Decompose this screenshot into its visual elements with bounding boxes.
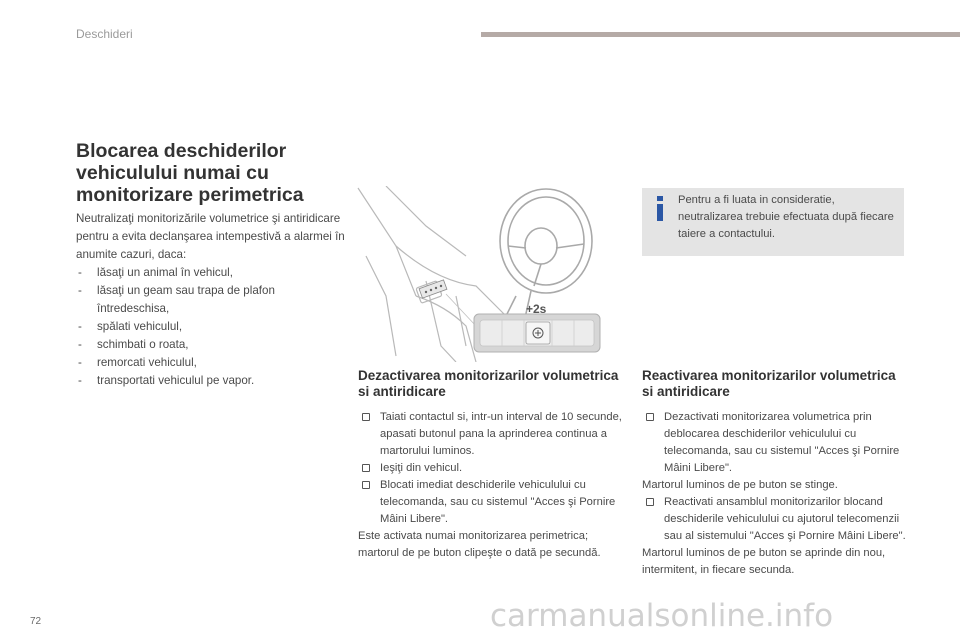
deactivate-section	[358, 368, 628, 562]
reactivate-title: Reactivarea monitorizarilor volumetrica si antiridicare	[642, 368, 896, 399]
info-text: Pentru a fi luata in consideratie, neutralizarea trebuie efectuata după fiecare taiere a contactului.	[678, 194, 894, 240]
header-divider-bar	[481, 32, 960, 37]
watermark-logo: carmanualsonline.info	[490, 598, 834, 634]
reactivate-note: Martorul luminos de pe buton se stinge.	[642, 479, 838, 491]
step-item: Reactivati ansamblul monitorizarilor blocand deschiderile vehiculului cu ajutorul telecomenzii sau al sistemului "Acces şi Pornire Mâini Libere".	[642, 494, 910, 545]
intro-block	[76, 210, 346, 390]
press-duration-label: +2s	[526, 302, 547, 316]
reactivate-section	[642, 368, 910, 579]
list-item: - lăsaţi un geam sau trapa de plafon întredeschisa,	[76, 282, 346, 318]
list-item: - transportati vehiculul pe vapor.	[76, 372, 346, 390]
page-number: 72	[30, 616, 42, 627]
list-item: - remorcati vehiculul,	[76, 354, 346, 372]
info-icon	[654, 194, 666, 222]
reactivate-note: Martorul luminos de pe buton se aprinde din nou, intermitent, in fiecare secunda.	[642, 547, 886, 576]
page-title: Blocarea deschiderilor vehiculului numai cu monitorizare perimetrica	[76, 140, 304, 206]
reactivate-steps-1	[642, 409, 910, 477]
list-item: - lăsaţi un animal în vehicul,	[76, 264, 346, 282]
list-item: - spălati vehiculul,	[76, 318, 346, 336]
intro-text: Neutralizaţi monitorizările volumetrice şi antiridicare pentru a evita declanşarea intempestivă a alarmei în anumite cazuri, daca:	[76, 212, 345, 261]
info-box	[642, 188, 904, 256]
section-title: Deschideri	[76, 27, 133, 41]
deactivate-note: Este activata numai monitorizarea perimetrica; martorul de pe buton clipeşte o dată pe secundă.	[358, 530, 601, 559]
list-item: - schimbati o roata,	[76, 336, 346, 354]
step-item: Taiati contactul si, intr-un interval de 10 secunde, apasati butonul pana la aprinderea continua a martorului luminos.	[358, 409, 628, 460]
deactivate-title: Dezactivarea monitorizarilor volumetrica si antiridicare	[358, 368, 619, 399]
step-item: Blocati imediat deschiderile vehiculului cu telecomanda, sau cu sistemul "Acces şi Pornire Mâini Libere".	[358, 477, 628, 528]
reactivate-steps-2	[642, 494, 910, 545]
deactivate-steps	[358, 409, 628, 528]
step-item: Dezactivati monitorizarea volumetrica prin deblocarea deschiderilor vehiculului cu telecomanda, sau cu sistemul "Acces şi Pornire Mâini Libere".	[642, 409, 910, 477]
step-item: Ieşiţi din vehicul.	[358, 460, 628, 477]
dashboard-illustration	[356, 186, 606, 362]
situation-list	[76, 264, 346, 390]
